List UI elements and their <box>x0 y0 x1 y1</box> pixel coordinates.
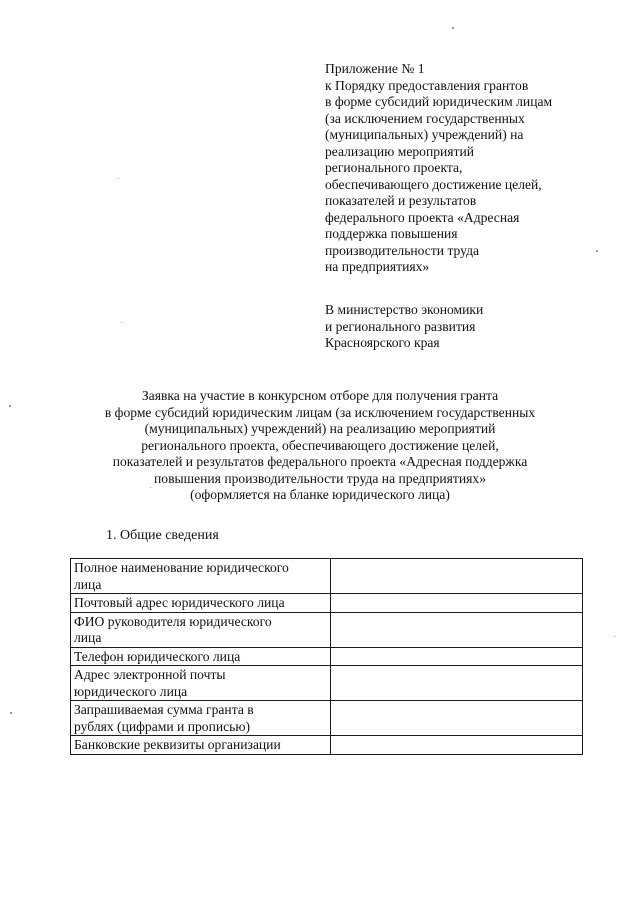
table-row <box>71 612 583 647</box>
label-line: юридического лица <box>74 683 188 699</box>
appendix-line: производительности труда <box>325 242 480 258</box>
scan-speck <box>10 712 12 714</box>
scan-speck <box>452 27 454 29</box>
postal-address-value-cell[interactable] <box>331 594 583 613</box>
label-line: лица <box>74 630 102 645</box>
table-row <box>71 666 583 701</box>
title-line: регионального проекта, обеспечивающего достижение целей, <box>141 437 499 453</box>
email-value-cell[interactable] <box>331 666 583 701</box>
label-line: Запрашиваемая сумма гранта в <box>74 702 254 717</box>
table-row <box>71 701 583 736</box>
title-line: в форме субсидий юридическим лицам (за исключением государственных <box>104 404 536 420</box>
appendix-line: поддержка повышения <box>325 226 458 241</box>
appendix-line: обеспечивающего достижение целей, <box>325 176 542 192</box>
appendix-line: федерального проекта «Адресная <box>325 209 520 225</box>
row-label <box>71 559 331 594</box>
addressee-line: и регионального развития <box>325 318 476 334</box>
appendix-line: показателей и результатов <box>325 193 477 208</box>
appendix-line: (за исключением государственных <box>325 110 525 126</box>
title-line: показателей и результатов федерального проекта «Адресная поддержка <box>112 454 528 469</box>
row-label <box>71 666 331 701</box>
label-line: Банковские реквизиты организации <box>74 737 281 752</box>
title-line: (муниципальных) учреждений) на реализацию мероприятий <box>144 421 496 436</box>
table-row <box>71 594 583 613</box>
table-row <box>71 736 583 755</box>
section-heading: 1. Общие сведения <box>106 528 219 543</box>
row-label <box>71 701 331 736</box>
scan-speck <box>118 178 119 179</box>
phone-value-cell[interactable] <box>331 647 583 666</box>
general-info-table <box>70 558 583 755</box>
grant-amount-value-cell[interactable] <box>331 701 583 736</box>
appendix-line: Приложение № 1 <box>325 61 425 76</box>
appendix-line: регионального проекта, <box>325 160 463 175</box>
scan-speck <box>614 636 615 637</box>
label-line: рублях (цифрами и прописью) <box>74 718 251 734</box>
director-name-value-cell[interactable] <box>331 612 583 647</box>
title-line: повышения производительности труда на предприятиях» <box>154 470 486 486</box>
scan-speck <box>121 322 122 323</box>
title-line: Заявка на участие в конкурсном отборе для получения гранта <box>141 388 499 403</box>
title-line: (оформляется на бланке юридического лица) <box>190 487 450 502</box>
full-name-value-cell[interactable] <box>331 559 583 594</box>
row-label <box>71 594 331 613</box>
addressee-line: Красноярского края <box>325 335 440 350</box>
row-label <box>71 647 331 666</box>
label-line: лица <box>74 576 102 592</box>
scan-speck <box>596 250 598 252</box>
addressee-line: В министерство экономики <box>325 302 484 317</box>
appendix-header <box>325 61 552 276</box>
appendix-line: (муниципальных) учреждений) на <box>325 127 524 142</box>
label-line: Почтовый адрес юридического лица <box>74 595 285 610</box>
label-line: Полное наименование юридического <box>74 560 289 575</box>
appendix-line: в форме субсидий юридическим лицам <box>325 94 553 109</box>
table-row <box>71 559 583 594</box>
row-label <box>71 736 331 755</box>
appendix-line: к Порядку предоставления грантов <box>325 77 529 93</box>
addressee-block <box>325 302 483 352</box>
bank-details-value-cell[interactable] <box>331 736 583 755</box>
row-label <box>71 612 331 647</box>
label-line: Телефон юридического лица <box>74 648 241 664</box>
label-line: Адрес электронной почты <box>74 667 226 682</box>
table-row <box>71 647 583 666</box>
application-title <box>0 388 640 504</box>
appendix-line: на предприятиях» <box>325 259 430 274</box>
scan-speck <box>9 405 11 407</box>
scan-speck <box>150 487 151 488</box>
appendix-line: реализацию мероприятий <box>325 143 475 159</box>
label-line: ФИО руководителя юридического <box>74 613 272 629</box>
